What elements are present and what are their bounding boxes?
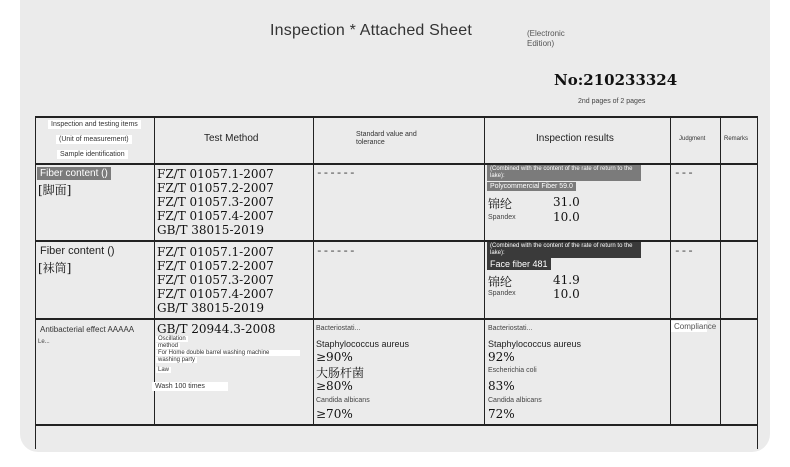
row1-spandex-value: 10.0 [553, 210, 580, 224]
row2-nylon-label: 锦纶 [488, 275, 513, 289]
header-results: Inspection results [536, 133, 614, 144]
row2-item: Fiber content () [40, 245, 115, 257]
row2-nylon-value: 41.9 [553, 273, 580, 287]
report-number: No:210233324 [554, 71, 678, 89]
row3-standard-org2: 大肠杆菌 [316, 366, 365, 380]
row3-method-line-4: washing party [158, 357, 196, 363]
row3-method-line-5: Law [158, 367, 170, 373]
header-item: Inspection and testing items [48, 120, 141, 129]
row2-method-5: GB/T 38015-2019 [157, 301, 265, 315]
row3-method-line-3: For Home double barrel washing machine [156, 350, 300, 356]
row2-method-3: FZ/T 01057.3-2007 [157, 273, 274, 287]
row3-judgment: Compliance [671, 321, 707, 332]
row2-fiber-line: Face fiber 481 [487, 258, 551, 270]
edition-note: (Electronic Edition) [527, 29, 565, 48]
row1-method-4: FZ/T 01057.4-2007 [157, 209, 274, 223]
header-sample: Sample identification [57, 150, 128, 159]
report-sheet [20, 0, 770, 452]
row3-standard-v3: ≥70% [316, 407, 353, 421]
page-count: 2nd pages of 2 pages [578, 98, 646, 105]
row2-sample: [袜筒] [38, 261, 72, 275]
header-remarks: Remarks [724, 136, 749, 142]
row3-standard-org3: Candida albicans [316, 397, 370, 404]
header-method: Test Method [204, 133, 259, 144]
row3-standard-head: Bacteriostati... [316, 325, 361, 332]
row3-result-v1: 92% [488, 350, 515, 364]
row3-result-org3: Candida albicans [488, 397, 542, 404]
row3-method-line-2: method [158, 343, 179, 349]
row1-method-1: FZ/T 01057.1-2007 [157, 167, 274, 181]
row1-results-note: (Combined with the content of the rate of return to the lake): [487, 165, 641, 181]
row3-item-sub: Le... [38, 339, 50, 345]
row1-nylon-value: 31.0 [553, 195, 580, 209]
row2-results-note: (Combined with the content of the rate of return to the lake): [487, 242, 641, 258]
row1-standard: ------ [316, 168, 356, 180]
row1-nylon-label: 锦纶 [488, 197, 513, 211]
row1-sample: [脚面] [38, 183, 72, 197]
row1-item: Fiber content () [37, 167, 111, 180]
header-standard: Standard value and tolerance [356, 131, 417, 146]
row1-fiber-line: Polycommercial Fiber 59.0 [487, 182, 576, 191]
row3-standard-v1: ≥90% [316, 350, 353, 364]
row2-judgment: --- [674, 246, 694, 258]
row2-spandex-label: Spandex [488, 290, 516, 297]
row3-item: Antibacterial effect AAAAA [40, 325, 135, 334]
row1-method-2: FZ/T 01057.2-2007 [157, 181, 274, 195]
row3-method-main: GB/T 20944.3-2008 [157, 322, 276, 336]
row3-standard-org1: Staphylococcus aureus [316, 339, 410, 349]
row3-result-org1: Staphylococcus aureus [488, 339, 582, 349]
row3-result-head: Bacteriostati... [488, 325, 533, 332]
row1-method-5: GB/T 38015-2019 [157, 223, 265, 237]
row3-result-org2: Escherichia coli [488, 367, 537, 374]
header-unit: (Unit of measurement) [56, 135, 132, 144]
row1-method-3: FZ/T 01057.3-2007 [157, 195, 274, 209]
row2-method-1: FZ/T 01057.1-2007 [157, 245, 274, 259]
row2-spandex-value: 10.0 [553, 287, 580, 301]
row3-result-v3: 72% [488, 407, 515, 421]
row3-result-v2: 83% [488, 379, 515, 393]
row3-wash: Wash 100 times [152, 382, 228, 391]
header-judgment: Judgment [679, 136, 706, 142]
row2-standard: ------ [316, 246, 356, 258]
row1-spandex-label: Spandex [488, 214, 516, 221]
row3-method-line-1: Oscillation [158, 336, 186, 342]
row2-method-4: FZ/T 01057.4-2007 [157, 287, 274, 301]
row3-standard-v2: ≥80% [316, 379, 353, 393]
row2-method-2: FZ/T 01057.2-2007 [157, 259, 274, 273]
row1-judgment: --- [674, 168, 694, 180]
page-title: Inspection * Attached Sheet [270, 22, 472, 39]
